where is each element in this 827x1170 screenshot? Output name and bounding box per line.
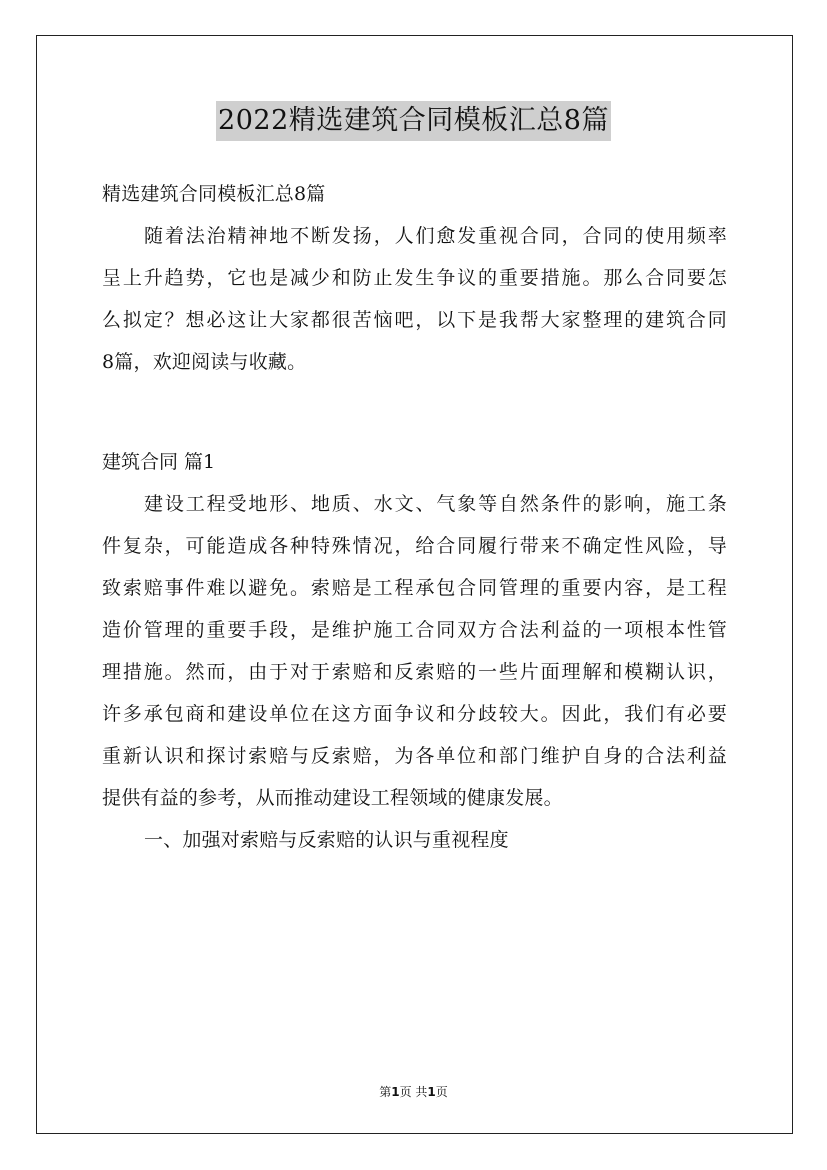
footer-page-current: 1 bbox=[391, 1085, 400, 1099]
section-line-6: 许多承包商和建设单位在这方面争议和分歧较大。因此，我们有必要 bbox=[102, 703, 727, 725]
intro-line-2: 呈上升趋势，它也是减少和防止发生争议的重要措施。那么合同要怎 bbox=[102, 267, 727, 289]
title-container bbox=[0, 101, 827, 141]
section-heading: 建筑合同 篇1 bbox=[102, 451, 216, 473]
section-line-3: 致索赔事件难以避免。索赔是工程承包合同管理的重要内容，是工程 bbox=[102, 577, 727, 599]
footer-page-mid: 页 共 bbox=[399, 1085, 428, 1099]
section-line-7: 重新认识和探讨索赔与反索赔，为各单位和部门维护自身的合法利益 bbox=[102, 745, 727, 767]
page-footer bbox=[0, 1083, 827, 1100]
section-line-5: 理措施。然而，由于对于索赔和反索赔的一些片面理解和模糊认识， bbox=[102, 661, 727, 683]
section-line-1: 建设工程受地形、地质、水文、气象等自然条件的影响，施工条 bbox=[144, 493, 727, 515]
paragraph-spacer bbox=[102, 383, 727, 441]
sub-heading: 一、加强对索赔与反索赔的认识与重视程度 bbox=[144, 829, 509, 851]
intro-line-4: 8篇，欢迎阅读与收藏。 bbox=[102, 351, 307, 373]
document-title: 2022精选建筑合同模板汇总8篇 bbox=[216, 101, 611, 141]
intro-line-3: 么拟定？想必这让大家都很苦恼吧，以下是我帮大家整理的建筑合同 bbox=[102, 309, 727, 331]
section-line-2: 件复杂，可能造成各种特殊情况，给合同履行带来不确定性风险，导 bbox=[102, 535, 727, 557]
footer-page-prefix: 第 bbox=[379, 1085, 392, 1099]
section-line-8: 提供有益的参考，从而推动建设工程领域的健康发展。 bbox=[102, 787, 563, 809]
document-subtitle: 精选建筑合同模板汇总8篇 bbox=[102, 183, 326, 205]
footer-page-suffix: 页 bbox=[435, 1085, 448, 1099]
footer-page-total: 1 bbox=[427, 1085, 436, 1099]
document-body bbox=[102, 173, 727, 861]
intro-line-1: 随着法治精神地不断发扬，人们愈发重视合同，合同的使用频率 bbox=[144, 225, 727, 247]
section-line-4: 造价管理的重要手段，是维护施工合同双方合法利益的一项根本性管 bbox=[102, 619, 727, 641]
